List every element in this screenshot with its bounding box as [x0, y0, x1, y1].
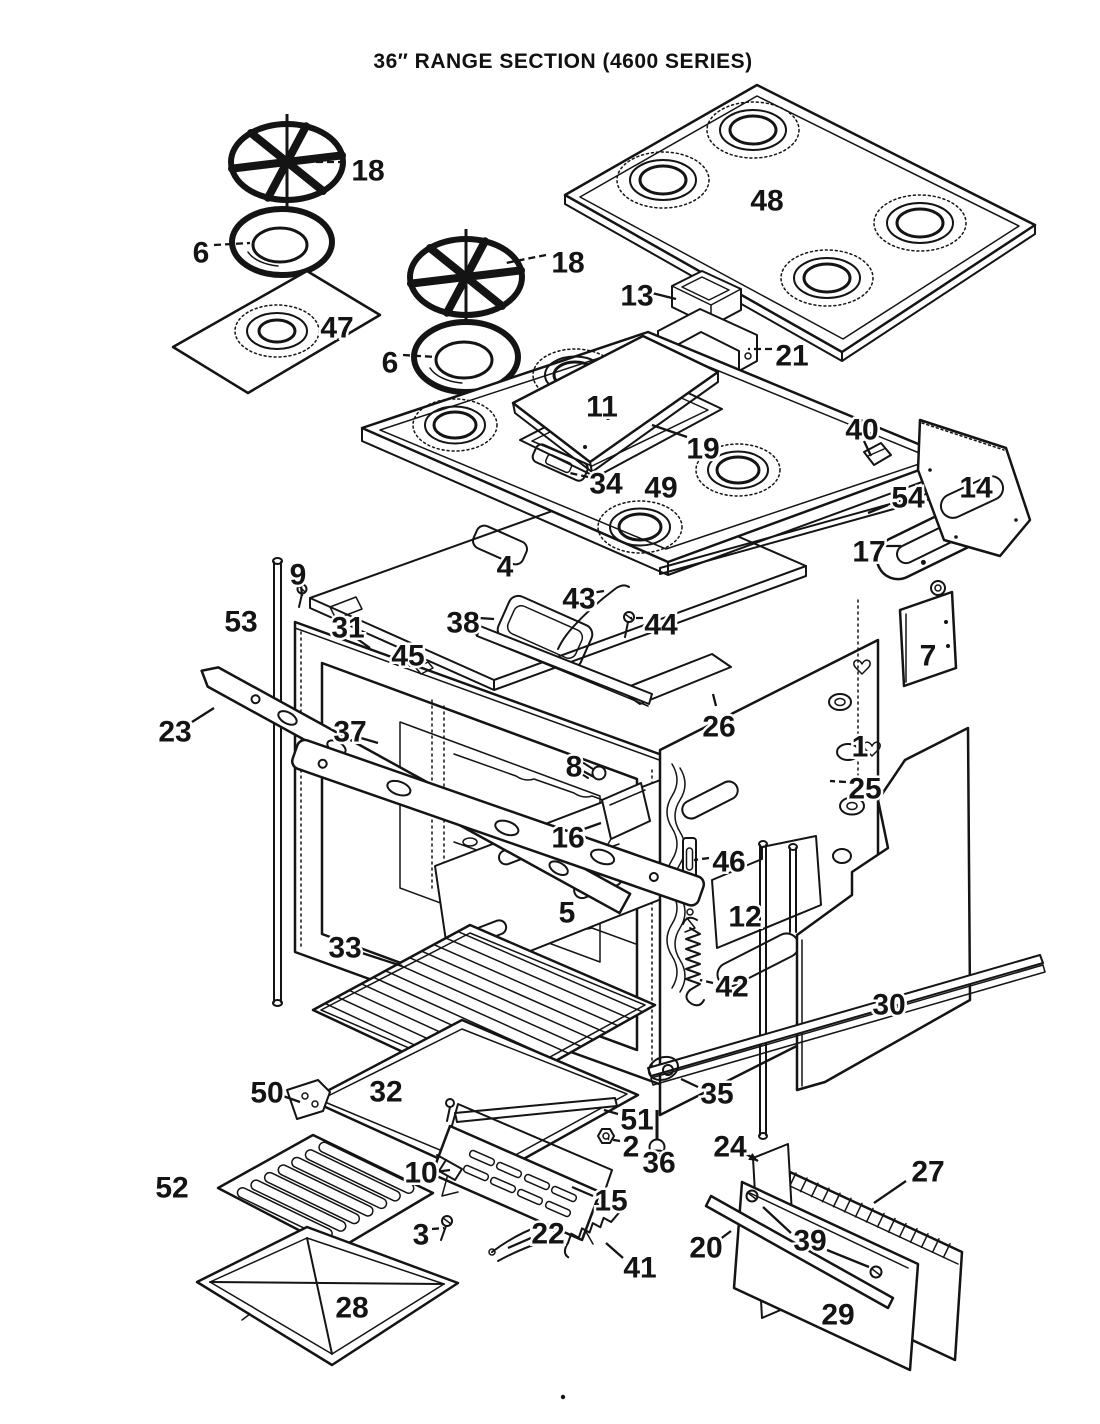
part-label-11: 11 [586, 390, 618, 424]
part-6-burner-bowl [232, 209, 332, 275]
part-2-hex-nut [598, 1129, 614, 1143]
part-label-30: 30 [872, 988, 906, 1022]
leader-line-38 [479, 618, 494, 619]
part-label-32: 32 [369, 1075, 403, 1109]
part-53-trim-rod [273, 558, 282, 1006]
leader-line-41 [606, 1243, 623, 1258]
part-label-54: 54 [891, 481, 925, 515]
part-label-8: 8 [565, 750, 583, 784]
part-label-47: 47 [320, 311, 354, 345]
part-label-1: 1 [851, 730, 869, 764]
part-label-24: 24 [713, 1130, 747, 1164]
part-label-6: 6 [192, 236, 210, 270]
part-label-38: 38 [446, 606, 480, 640]
part-label-43: 43 [562, 582, 596, 616]
part-label-34: 34 [589, 467, 623, 501]
part-label-19: 19 [686, 432, 720, 466]
page-dot [561, 1395, 565, 1399]
part-label-22: 22 [531, 1217, 565, 1251]
part-18-burner-grate [410, 229, 522, 325]
leader-line-3 [432, 1228, 444, 1229]
part-label-4: 4 [496, 550, 514, 584]
part-label-6: 6 [381, 346, 399, 380]
part-label-51: 51 [620, 1103, 654, 1137]
part-label-40: 40 [845, 413, 879, 447]
part-label-42: 42 [715, 970, 749, 1004]
part-label-52: 52 [155, 1171, 189, 1205]
part-label-48: 48 [750, 184, 784, 218]
part-label-12: 12 [728, 900, 762, 934]
part-label-10: 10 [404, 1156, 438, 1190]
part-label-29: 29 [821, 1298, 855, 1332]
part-label-33: 33 [328, 931, 362, 965]
part-label-36: 36 [642, 1146, 676, 1180]
part-label-45: 45 [391, 639, 425, 673]
part-label-23: 23 [158, 715, 192, 749]
part-3-screw [441, 1216, 452, 1240]
part-label-31: 31 [331, 611, 365, 645]
part-48-cooktop-panel [565, 85, 1035, 361]
part-label-41: 41 [623, 1251, 657, 1285]
part-18-burner-grate [231, 114, 343, 210]
part-label-17: 17 [852, 535, 886, 569]
part-label-35: 35 [700, 1077, 734, 1111]
part-label-14: 14 [959, 471, 993, 505]
part-label-3: 3 [412, 1218, 430, 1252]
part-label-25: 25 [848, 772, 882, 806]
part-label-2: 2 [622, 1130, 640, 1164]
part-label-21: 21 [775, 339, 809, 373]
part-label-50: 50 [250, 1076, 284, 1110]
part-label-15: 15 [594, 1184, 628, 1218]
part-label-39: 39 [793, 1224, 827, 1258]
part-label-49: 49 [644, 471, 678, 505]
part-label-26: 26 [702, 710, 736, 744]
part-label-46: 46 [712, 845, 746, 879]
part-label-9: 9 [289, 558, 307, 592]
part-label-7: 7 [919, 639, 937, 673]
part-label-44: 44 [644, 608, 678, 642]
leader-line-6 [403, 355, 436, 357]
leader-line-23 [192, 708, 214, 722]
part-label-5: 5 [558, 896, 576, 930]
part-label-28: 28 [335, 1291, 369, 1325]
page-title: 36″ RANGE SECTION (4600 SERIES) [373, 50, 753, 73]
part-label-27: 27 [911, 1155, 945, 1189]
part-label-53: 53 [224, 605, 258, 639]
leader-line-27 [874, 1181, 906, 1203]
part-label-13: 13 [620, 279, 654, 313]
part-label-16: 16 [551, 821, 585, 855]
leader-line-26 [713, 694, 716, 706]
part-label-18: 18 [351, 154, 385, 188]
part-label-37: 37 [333, 715, 367, 749]
part-label-18: 18 [551, 246, 585, 280]
part-label-20: 20 [689, 1231, 723, 1265]
